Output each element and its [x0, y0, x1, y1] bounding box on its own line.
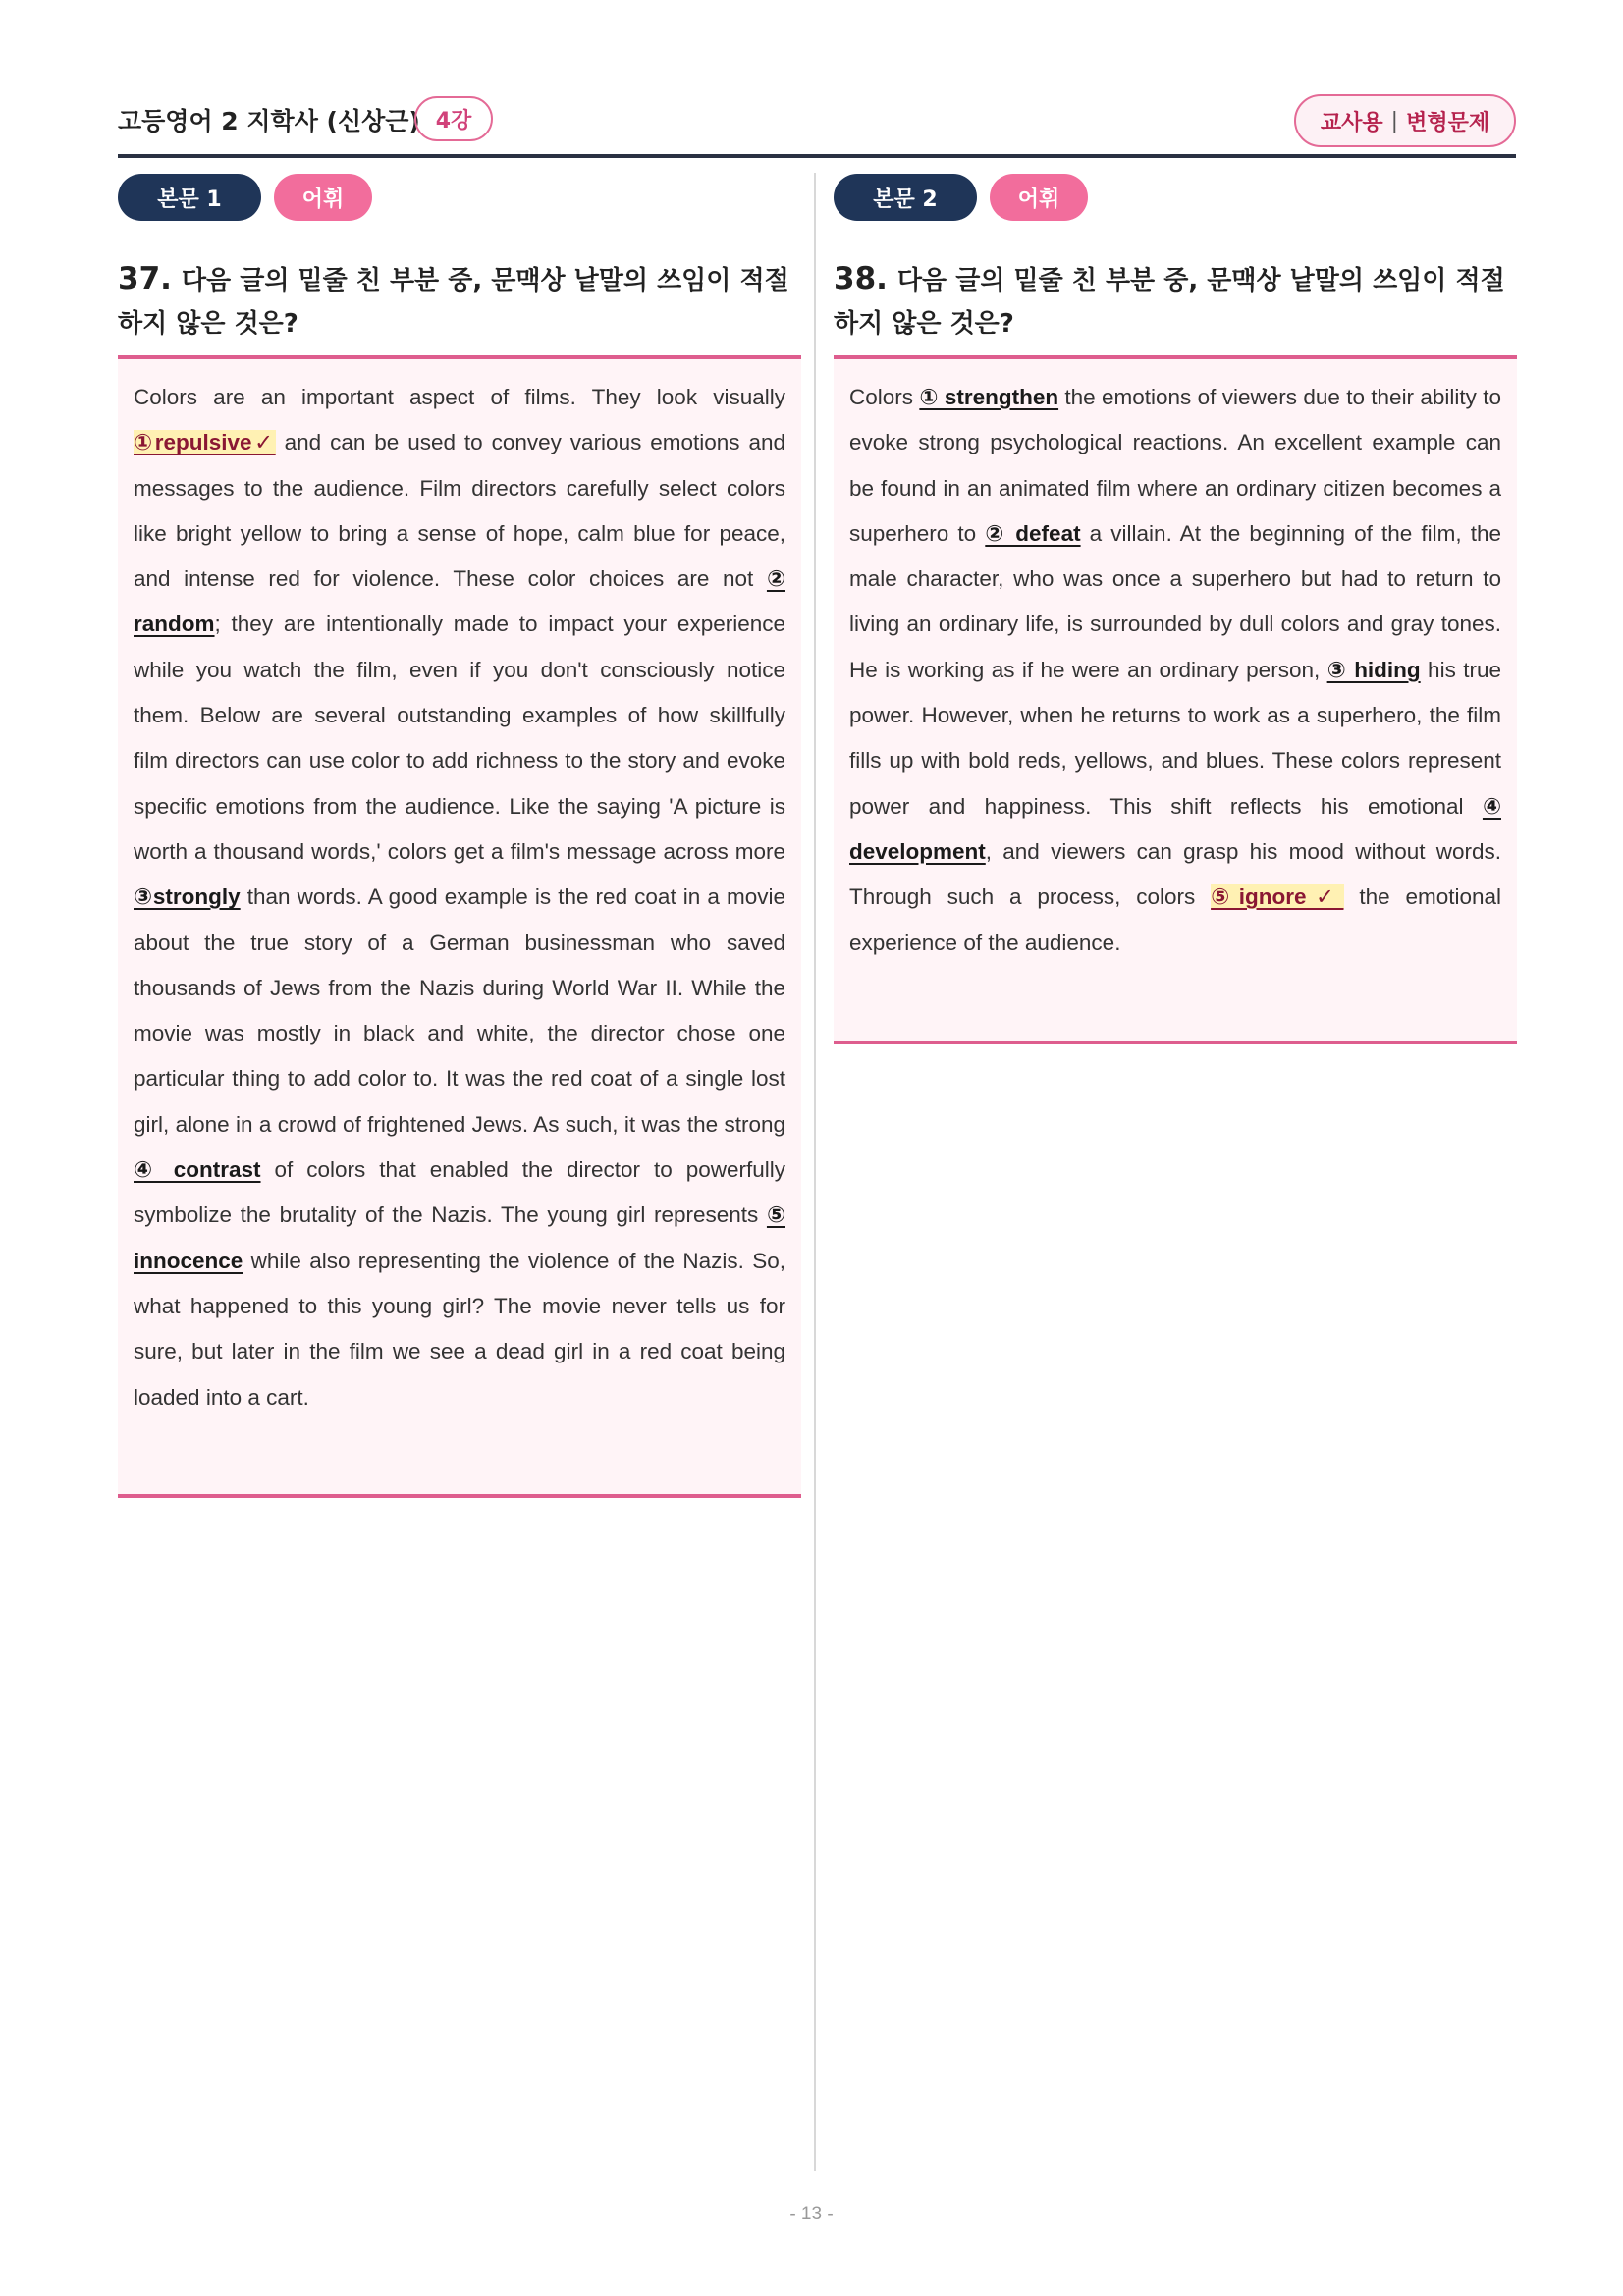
passage-segment: than words. A good example is the red coat in a movie about the true story of a German businessman who saved thousands of Jews from the Nazis during World War II. While the movie was mostly in black and white, the director chose one particular thing to add color to. It was the red coat of a single lost girl, alone in a crowd of frightened Jews. As such, it was the strong [134, 884, 785, 1137]
underlined-choice: ④ contrast [134, 1157, 261, 1183]
underlined-choice: ③ hiding [1326, 657, 1421, 682]
question-text: 다음 글의 밑줄 친 부분 중, 문맥상 낱말의 쓰임이 적절하지 않은 것은? [118, 266, 789, 339]
passage-segment: Colors are an important aspect of films. They look visually [134, 385, 785, 409]
passage-segment: while also representing the violence of the Nazis. So, what happened to this young girl? The movie never tells us for sure, but later in the film we see a dead girl in a red coat being loaded into a cart. [134, 1248, 785, 1410]
category-pill-1: 어휘 [274, 174, 372, 221]
passage-segment: , and viewers can grasp his mood without words. Through such a process, colors [849, 838, 1501, 910]
passage-segment: his true power. However, when he returns to work as a superhero, the film fills up with bold reds, yellows, and blues. These colors represent power and happiness. This shift reflects his emotional [849, 657, 1501, 819]
edition-badge [1294, 94, 1516, 147]
problem-type-label: 변형문제 [1406, 110, 1490, 135]
passage-segment: a villain. At the beginning of the film, the male character, who was once a superhero but had to return to living an ordinary life, is surrounded by dull colors and gray tones. He is working as if he were an ordinary person, [849, 520, 1501, 682]
passage-segment: and can be used to convey various emotions and messages to the audience. Film directors carefully select colors like bright yellow to bring a sense of hope, calm blue for peace, and intense red for violence. These color choices are not [134, 430, 785, 592]
underlined-choice: ④ development [849, 793, 1501, 864]
page-number: - 13 - [789, 2204, 834, 2224]
question-37-heading [118, 257, 799, 346]
passage-segment: the emotions of viewers due to their ability to evoke strong psychological reactions. An excellent example can be found in an animated film where an ordinary citizen becomes a superhero to [849, 385, 1502, 546]
underlined-choice: ② random [134, 566, 785, 637]
audience-label: 교사용 [1320, 110, 1383, 135]
lesson-badge: 4강 [414, 96, 493, 141]
passage-text [849, 375, 1501, 966]
answer-choice: ①repulsive✓ [134, 430, 276, 455]
question-text: 다음 글의 밑줄 친 부분 중, 문맥상 낱말의 쓰임이 적절하지 않은 것은? [834, 266, 1505, 339]
underlined-choice: ① strengthen [919, 385, 1059, 409]
question-number: 38. [834, 261, 888, 296]
passage-segment: the emotional experience of the audience. [849, 884, 1502, 955]
header-divider [118, 154, 1516, 158]
answer-choice: ⑤ignore✓ [1211, 884, 1344, 910]
section-pill-1: 본문 1 [118, 174, 261, 221]
passage-segment: of colors that enabled the director to powerfully symbolize the brutality of the Nazis. The young girl represents [134, 1157, 786, 1228]
question-38-heading [834, 257, 1515, 346]
question-number: 37. [118, 261, 172, 296]
section-pill-2: 본문 2 [834, 174, 977, 221]
passage-text [134, 375, 785, 1420]
underlined-choice: ⑤ innocence [134, 1202, 785, 1273]
passage-box-2 [834, 355, 1517, 1044]
column-divider [814, 173, 816, 2171]
passage-box-1 [118, 355, 801, 1498]
category-pill-2: 어휘 [990, 174, 1088, 221]
badge-separator: | [1390, 108, 1399, 133]
underlined-choice: ② defeat [985, 520, 1081, 546]
book-title: 고등영어 2 지학사 (신상근) [118, 107, 420, 135]
underlined-choice: ③strongly [134, 884, 241, 910]
passage-segment: ; they are intentionally made to impact your experience while you watch the film, even if you don't consciously notice them. Below are several outstanding examples of how skillfully film directors can use color to add richness to the story and evoke specific emotions from the audience. Like the saying 'A picture is worth a thousand words,' colors get a film's message across more [134, 612, 785, 864]
passage-segment: Colors [849, 385, 920, 409]
